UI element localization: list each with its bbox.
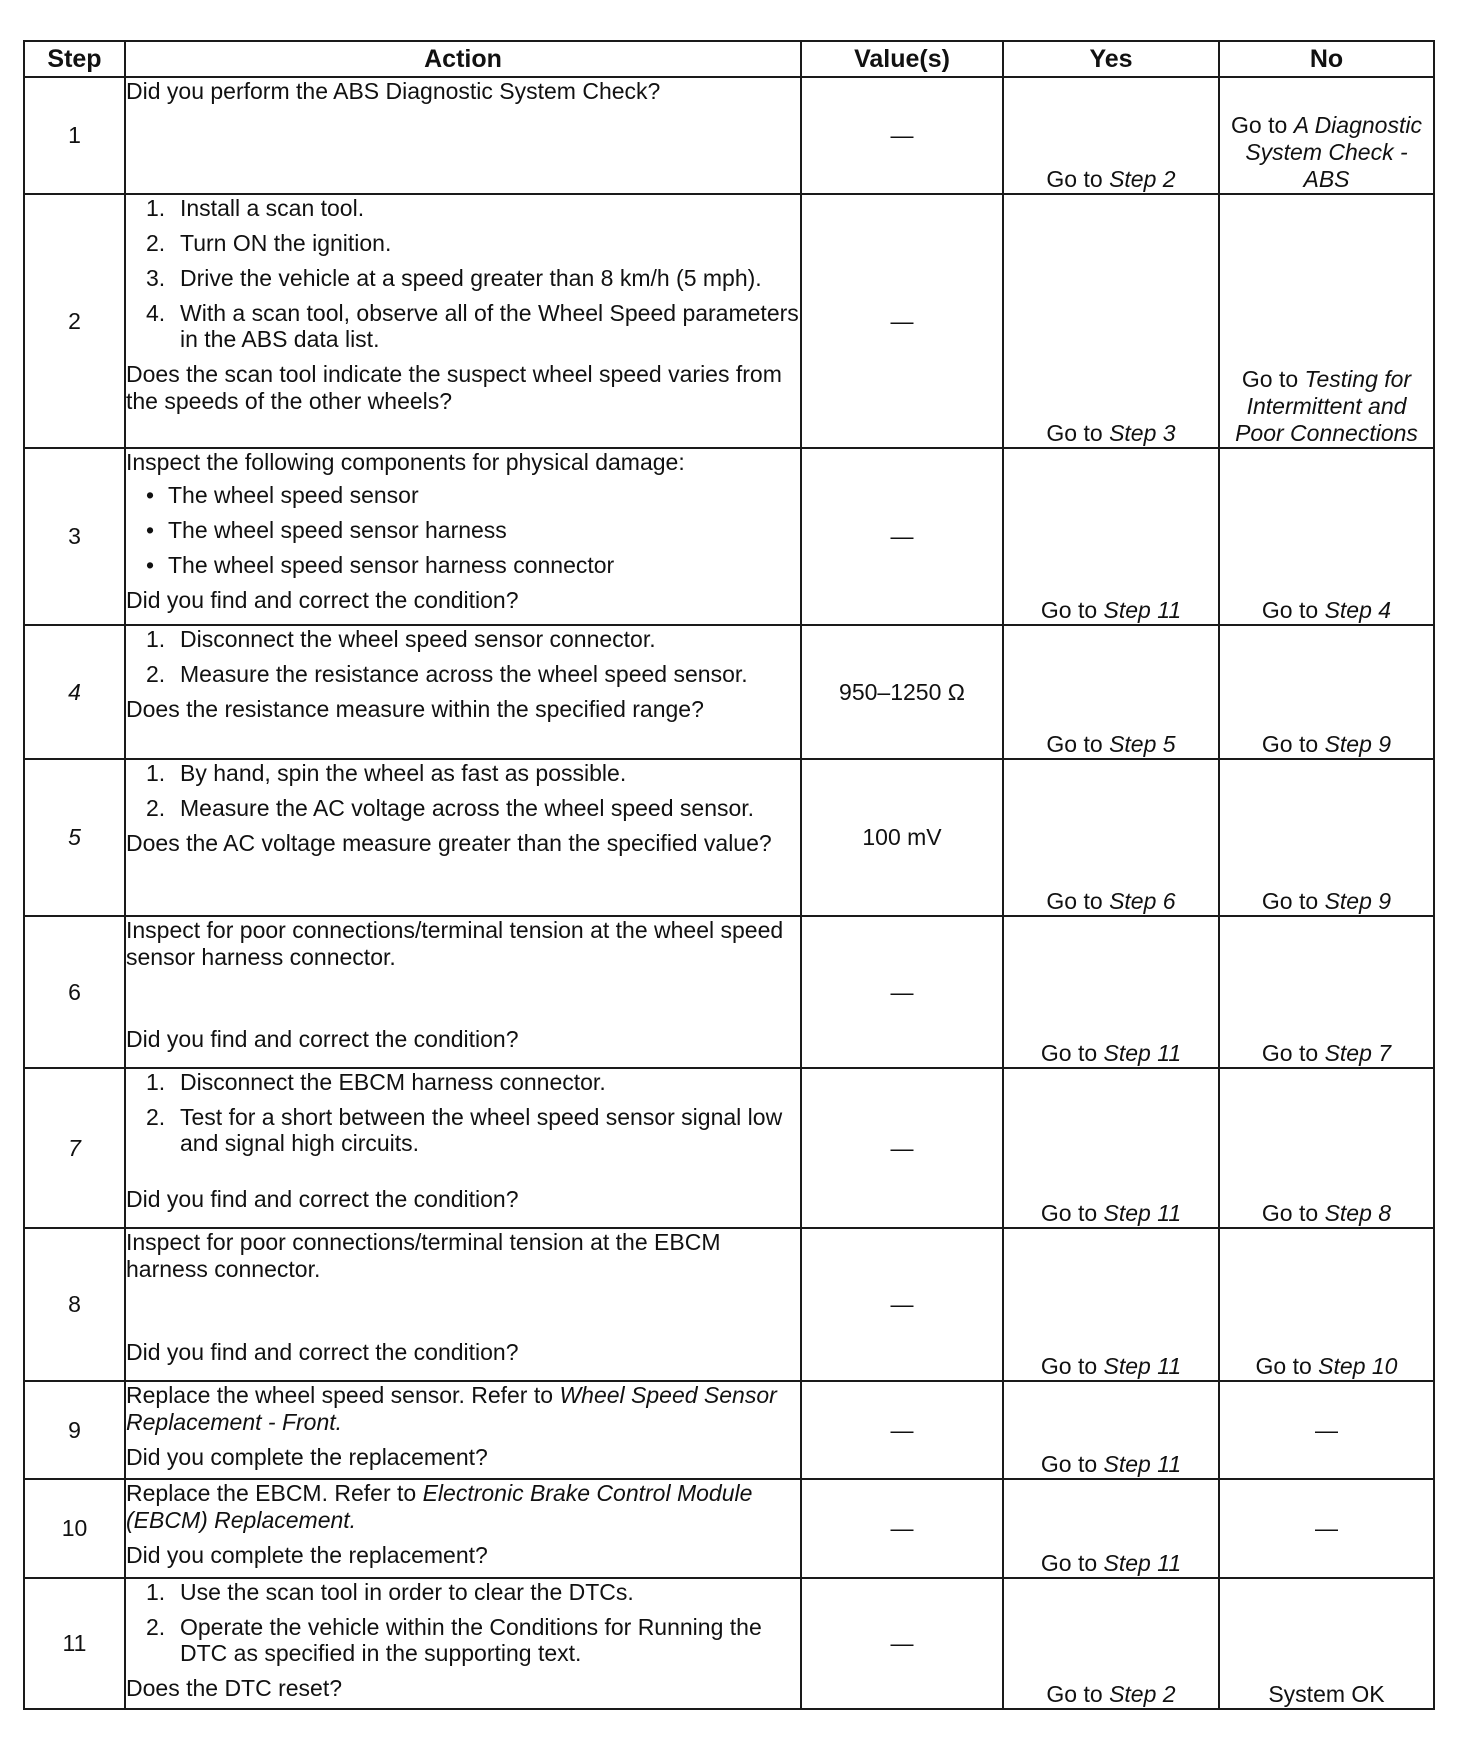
yes-cell: Go to Step 11 xyxy=(1003,1381,1219,1479)
table-row xyxy=(24,448,1434,625)
yes-cell xyxy=(1003,77,1219,194)
action-question: Does the resistance measure within the specified range? xyxy=(126,696,704,722)
yes-cell: Go to Step 6 xyxy=(1003,759,1219,916)
action-question: Did you complete the replacement? xyxy=(126,1444,488,1470)
step-number: 2 xyxy=(24,194,125,448)
yes-cell: Go to Step 11 xyxy=(1003,1068,1219,1228)
no-cell: — xyxy=(1219,1381,1434,1479)
list-item: 2. Test for a short between the wheel speed sensor signal low and signal high circuits. xyxy=(146,1104,783,1156)
no-cell: Go to Step 9 xyxy=(1219,625,1434,759)
reference-link: Wheel Speed Sensor Replacement - Front. xyxy=(126,1382,777,1435)
no-cell xyxy=(1219,77,1434,194)
no-cell: — xyxy=(1219,1479,1434,1578)
list-item: 4. With a scan tool, observe all of the Wheel Speed parameters in the ABS data list. xyxy=(146,300,799,352)
action-cell xyxy=(125,1479,801,1578)
yes-target: Step 2 xyxy=(1109,166,1176,192)
no-cell: System OK xyxy=(1219,1578,1434,1709)
action-list xyxy=(126,760,800,821)
list-item: 2. Turn ON the ignition. xyxy=(146,230,392,256)
list-item: 2. Measure the AC voltage across the wheel speed sensor. xyxy=(146,795,755,821)
reference-link: Electronic Brake Control Module (EBCM) Replacement. xyxy=(126,1480,753,1533)
list-item: 1. Use the scan tool in order to clear the DTCs. xyxy=(146,1579,634,1605)
no-cell: Go to Step 7 xyxy=(1219,916,1434,1068)
table-row xyxy=(24,1479,1434,1578)
header-no: No xyxy=(1219,41,1434,77)
step-number: 1 xyxy=(24,77,125,194)
action-cell xyxy=(125,759,801,916)
yes-cell: Go to Step 11 xyxy=(1003,916,1219,1068)
no-cell: Go to Step 4 xyxy=(1219,448,1434,625)
value-cell: — xyxy=(801,916,1003,1068)
action-cell xyxy=(125,1228,801,1381)
table-row xyxy=(24,916,1434,1068)
action-question: Did you find and correct the condition? xyxy=(126,1026,519,1052)
value-cell: — xyxy=(801,1068,1003,1228)
step-number: 10 xyxy=(24,1479,125,1578)
no-cell: Go to Testing for Intermittent and Poor Connections xyxy=(1219,194,1434,448)
action-text: Inspect the following components for physical damage: xyxy=(126,449,685,475)
action-list xyxy=(126,1579,800,1666)
action-cell xyxy=(125,916,801,1068)
list-item: 1. By hand, spin the wheel as fast as possible. xyxy=(146,760,627,786)
action-list xyxy=(126,626,800,687)
action-question: Does the scan tool indicate the suspect wheel speed varies from the speeds of the other wheels? xyxy=(126,361,782,414)
action-cell xyxy=(125,1578,801,1709)
action-list xyxy=(126,195,800,352)
action-list xyxy=(126,1069,800,1165)
yes-cell: Go to Step 11 xyxy=(1003,448,1219,625)
table-row xyxy=(24,759,1434,916)
list-item: 1. Disconnect the EBCM harness connector. xyxy=(146,1069,606,1095)
list-item: 1. Install a scan tool. xyxy=(146,195,365,221)
list-item: • The wheel speed sensor xyxy=(146,482,419,508)
list-item: 2. Measure the resistance across the wheel speed sensor. xyxy=(146,661,748,687)
table-row xyxy=(24,77,1434,194)
action-cell xyxy=(125,625,801,759)
value-cell: — xyxy=(801,1228,1003,1381)
value-cell: — xyxy=(801,1479,1003,1578)
header-step: Step xyxy=(24,41,125,77)
list-item: 3. Drive the vehicle at a speed greater than 8 km/h (5 mph). xyxy=(146,265,762,291)
action-cell xyxy=(125,1381,801,1479)
action-question: Did you find and correct the condition? xyxy=(126,1186,519,1212)
action-cell xyxy=(125,1068,801,1228)
table-row xyxy=(24,1578,1434,1709)
value-cell: 100 mV xyxy=(801,759,1003,916)
bullet-list xyxy=(126,482,800,578)
header-yes: Yes xyxy=(1003,41,1219,77)
table-row xyxy=(24,194,1434,448)
diagnostic-table xyxy=(23,40,1435,1710)
step-number: 7 xyxy=(24,1068,125,1228)
yes-cell: Go to Step 3 xyxy=(1003,194,1219,448)
value-cell: — xyxy=(801,1381,1003,1479)
step-number: 9 xyxy=(24,1381,125,1479)
action-text: Replace the EBCM. Refer to Electronic Brake Control Module (EBCM) Replacement. xyxy=(126,1480,753,1533)
table-row xyxy=(24,1228,1434,1381)
list-item: • The wheel speed sensor harness connector xyxy=(146,552,615,578)
no-cell: Go to Step 9 xyxy=(1219,759,1434,916)
action-cell xyxy=(125,77,801,194)
list-item: • The wheel speed sensor harness xyxy=(146,517,507,543)
action-cell xyxy=(125,194,801,448)
step-number: 11 xyxy=(24,1578,125,1709)
action-text: Did you perform the ABS Diagnostic System Check? xyxy=(126,78,661,104)
step-number: 3 xyxy=(24,448,125,625)
no-cell: Go to Step 8 xyxy=(1219,1068,1434,1228)
header-values: Value(s) xyxy=(801,41,1003,77)
yes-cell: Go to Step 11 xyxy=(1003,1479,1219,1578)
action-question: Does the DTC reset? xyxy=(126,1675,343,1701)
value-cell: — xyxy=(801,1578,1003,1709)
yes-cell: Go to Step 5 xyxy=(1003,625,1219,759)
action-cell xyxy=(125,448,801,625)
step-number: 8 xyxy=(24,1228,125,1381)
action-question: Did you find and correct the condition? xyxy=(126,587,519,613)
table-row xyxy=(24,1381,1434,1479)
yes-prefix: Go to xyxy=(1046,166,1110,192)
step-number: 4 xyxy=(24,625,125,759)
no-target: A Diagnostic System Check - ABS xyxy=(1245,112,1422,192)
action-text: Replace the wheel speed sensor. Refer to Wheel Speed Sensor Replacement - Front. xyxy=(126,1382,777,1435)
table-row xyxy=(24,1068,1434,1228)
no-prefix: Go to xyxy=(1231,112,1294,138)
no-cell: Go to Step 10 xyxy=(1219,1228,1434,1381)
header-row xyxy=(24,41,1434,77)
value-cell: 950–1250 Ω xyxy=(801,625,1003,759)
action-question: Does the AC voltage measure greater than the specified value? xyxy=(126,830,772,856)
table-row xyxy=(24,625,1434,759)
step-number: 6 xyxy=(24,916,125,1068)
step-number: 5 xyxy=(24,759,125,916)
value-cell: — xyxy=(801,448,1003,625)
value-cell: — xyxy=(801,194,1003,448)
yes-cell: Go to Step 2 xyxy=(1003,1578,1219,1709)
list-item: 2. Operate the vehicle within the Conditions for Running the DTC as specified in the supporting text. xyxy=(146,1614,762,1666)
list-item: 1. Disconnect the wheel speed sensor connector. xyxy=(146,626,656,652)
value-cell: — xyxy=(801,77,1003,194)
action-text: Inspect for poor connections/terminal tension at the EBCM harness connector. xyxy=(126,1229,721,1282)
action-question: Did you complete the replacement? xyxy=(126,1542,488,1568)
action-text: Inspect for poor connections/terminal tension at the wheel speed sensor harness connector. xyxy=(126,917,784,970)
action-question: Did you find and correct the condition? xyxy=(126,1339,519,1365)
yes-cell: Go to Step 11 xyxy=(1003,1228,1219,1381)
header-action: Action xyxy=(125,41,801,77)
